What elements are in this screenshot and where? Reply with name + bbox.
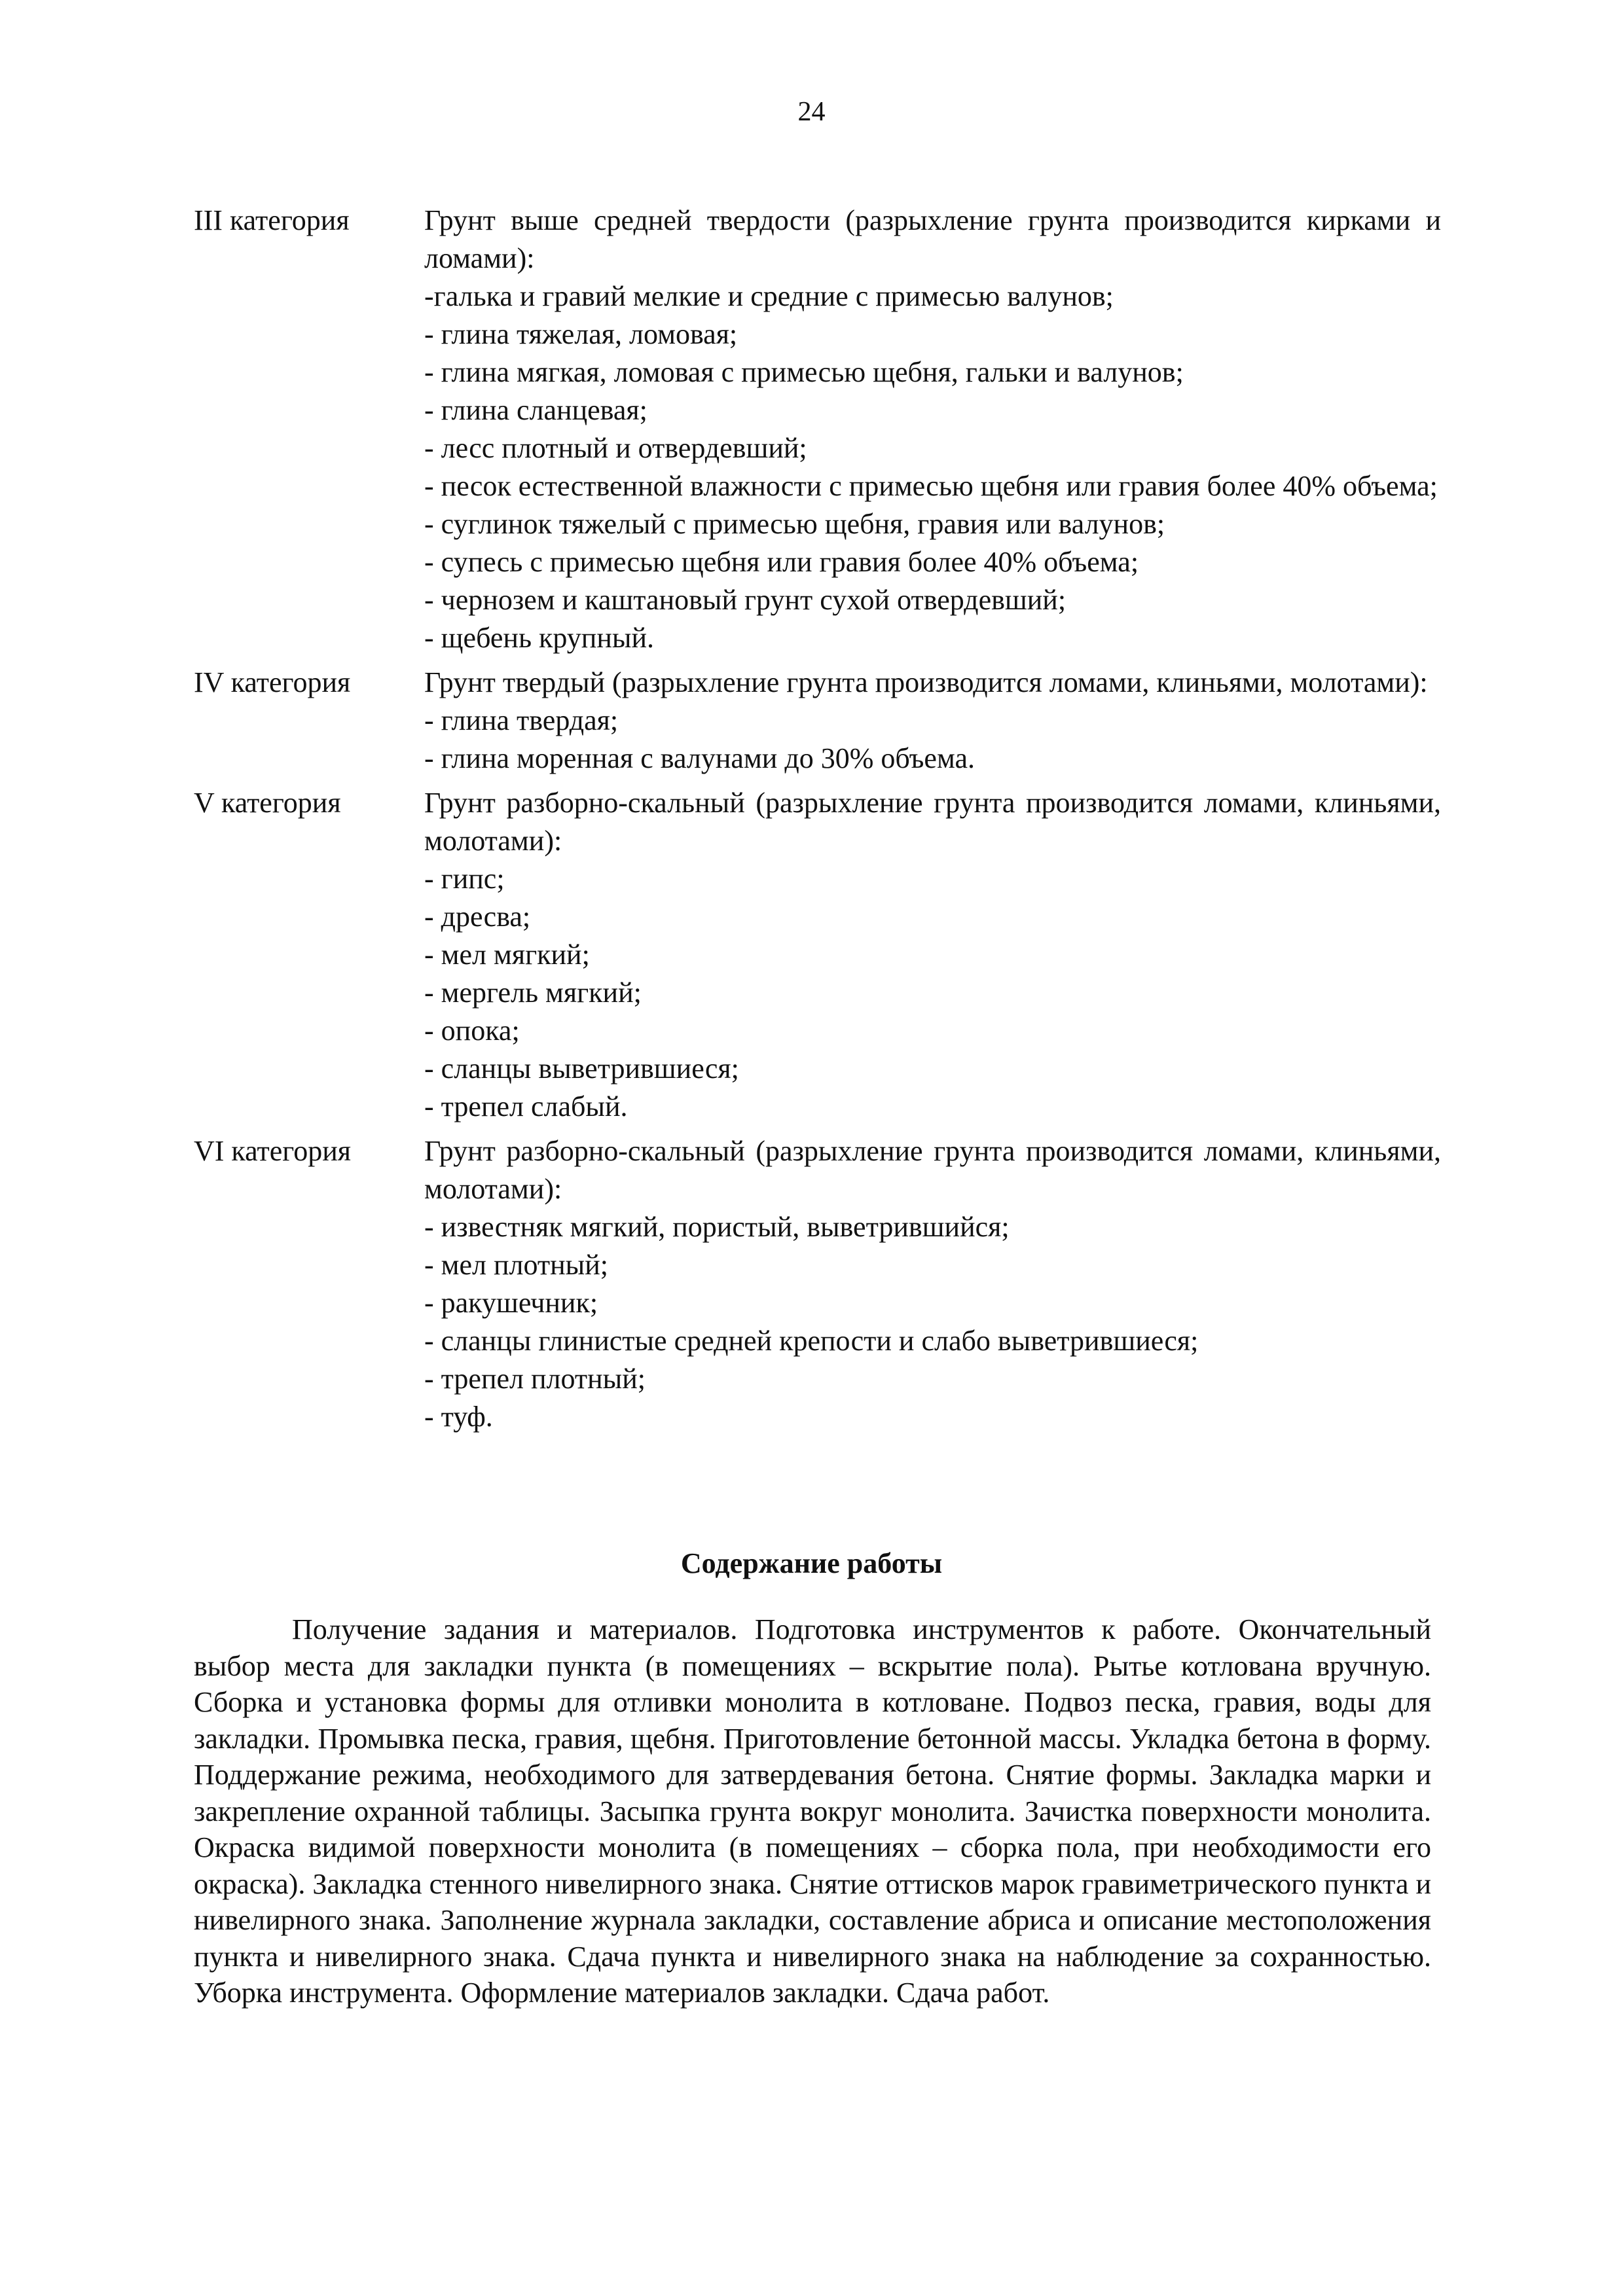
category-description: Грунт разборно-скальный (разрыхление грунта производится ломами, клиньями, молотами): <box>424 787 1441 857</box>
category-description: Грунт твердый (разрыхление грунта производится ломами, клиньями, молотами): <box>424 666 1428 698</box>
category-iii <box>194 202 1441 657</box>
category-items <box>424 860 1441 1126</box>
list-item: - трепел слабый. <box>424 1090 628 1122</box>
category-body <box>424 664 1441 778</box>
list-item: - мел мягкий; <box>424 939 590 971</box>
list-item: - щебень крупный. <box>424 622 655 654</box>
section-heading: Содержание работы <box>680 1547 943 1579</box>
list-item: - чернозем и каштановый грунт сухой отвердевший; <box>424 584 1067 616</box>
category-label: III категория <box>194 204 350 236</box>
list-item: - глина сланцевая; <box>424 394 647 426</box>
category-label: VI категория <box>194 1135 352 1167</box>
list-item: - трепел плотный; <box>424 1363 646 1395</box>
list-item: -галька и гравий мелкие и средние с примесью валунов; <box>424 280 1114 312</box>
category-vi <box>194 1132 1441 1436</box>
list-item: - дресва; <box>424 901 531 933</box>
category-items <box>424 1208 1441 1436</box>
list-item: - опока; <box>424 1014 520 1047</box>
category-description: Грунт разборно-скальный (разрыхление грунта производится ломами, клиньями, молотами): <box>424 1135 1441 1205</box>
category-body <box>424 784 1441 1126</box>
category-body <box>424 1132 1441 1436</box>
category-iv <box>194 664 1441 778</box>
list-item: - глина моренная с валунами до 30% объема. <box>424 742 976 774</box>
soil-categories-list <box>194 202 1441 1443</box>
category-body <box>424 202 1441 657</box>
category-label: V категория <box>194 787 341 819</box>
list-item: - супесь с примесью щебня или гравия более 40% объема; <box>424 546 1139 578</box>
page-number: 24 <box>797 97 826 127</box>
list-item: - мел плотный; <box>424 1249 609 1281</box>
list-item: - мергель мягкий; <box>424 977 642 1009</box>
list-item: - туф. <box>424 1401 493 1433</box>
category-items <box>424 278 1441 657</box>
category-label: IV категория <box>194 666 351 698</box>
list-item: - ракушечник; <box>424 1287 598 1319</box>
list-item: - гипс; <box>424 863 505 895</box>
list-item: - глина мягкая, ломовая с примесью щебня, гальки и валунов; <box>424 356 1184 388</box>
list-item: - сланцы глинистые средней крепости и слабо выветрившиеся; <box>424 1325 1199 1357</box>
list-item: - лесс плотный и отвердевший; <box>424 432 807 464</box>
section-paragraph: Получение задания и материалов. Подготовка инструментов к работе. Окончательный выбор места для закладки пункта (в помещениях – вскрытие пола). Рытье котлована вручную. Сборка и установка формы для отливки монолита в котловане. Подвоз песка, гравия, воды для закладки. Промывка песка, гравия, щебня. Приготовление бетонной массы. Укладка бетона в форму. Поддержание режима, необходимого для затвердевания бетона. Снятие формы. Закладка марки и закрепление охранной таблицы. Засыпка грунта вокруг монолита. Зачистка поверхности монолита. Окраска видимой поверхности монолита (в помещениях – сборка пола, при необходимости его окраска). Закладка стенного нивелирного знака. Снятие оттисков марок гравиметрического пункта и нивелирного знака. Заполнение журнала закладки, составление абриса и описание местоположения пункта и нивелирного знака. Сдача пункта и нивелирного знака на наблюдение за сохранностью. Уборка инструмента. Оформление материалов закладки. Сдача работ. <box>194 1613 1431 2009</box>
category-description: Грунт выше средней твердости (разрыхление грунта производится кирками и ломами): <box>424 204 1441 274</box>
list-item: - глина тяжелая, ломовая; <box>424 318 738 350</box>
category-v <box>194 784 1441 1126</box>
list-item: - песок естественной влажности с примесью щебня или гравия более 40% объема; <box>424 470 1438 502</box>
category-items <box>424 702 1441 778</box>
list-item: - суглинок тяжелый с примесью щебня, гравия или валунов; <box>424 508 1165 540</box>
list-item: - глина твердая; <box>424 704 619 736</box>
list-item: - сланцы выветрившиеся; <box>424 1052 739 1085</box>
list-item: - известняк мягкий, пористый, выветрившийся; <box>424 1211 1010 1243</box>
